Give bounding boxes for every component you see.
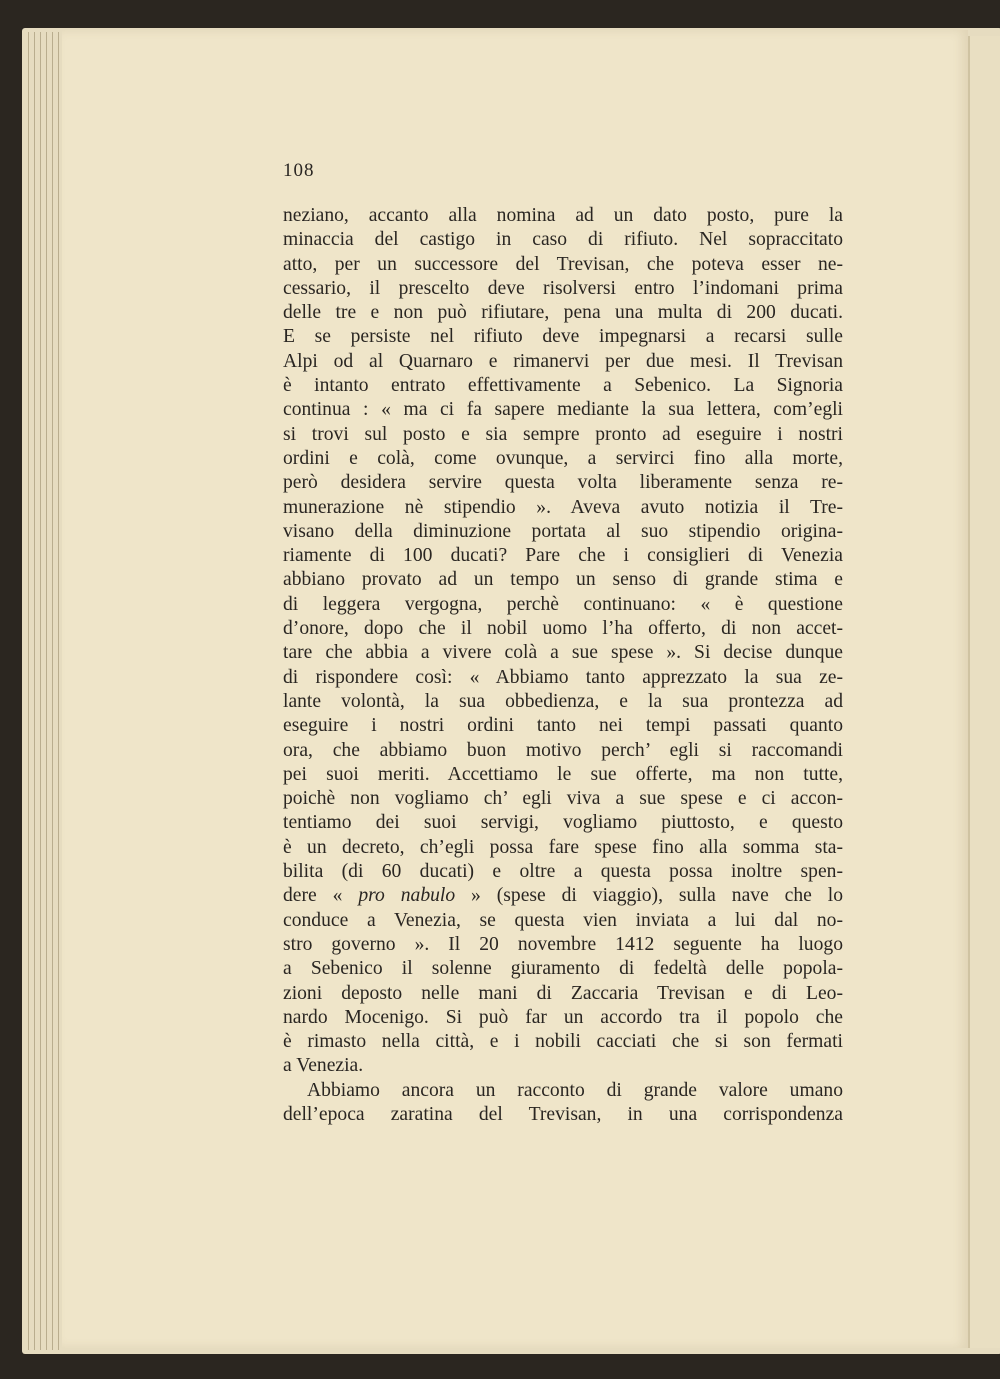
text-line: ora, che abbiamo buon motivo perch’ egli si raccomandi <box>283 739 843 761</box>
text-line: ordini e colà, come ovunque, a servirci fino alla morte, <box>283 447 843 469</box>
text-fragment: » (spese di viaggio), sulla nave che lo <box>455 885 843 907</box>
text-line: minaccia del castigo in caso di rifiuto. Nel sopraccitato <box>283 229 843 251</box>
text-line: di leggera vergogna, perchè continuano: « è questione <box>283 593 843 615</box>
text-line: munerazione nè stipendio ». Aveva avuto notizia il Tre- <box>283 496 843 518</box>
page-edge <box>34 32 35 1350</box>
paragraph-start-line: Abbiamo ancora un racconto di grande valore umano <box>307 1079 843 1101</box>
text-line: pei suoi meriti. Accettiamo le sue offerte, ma non tutte, <box>283 763 843 785</box>
text-line: è rimasto nella città, e i nobili cacciati che si son fermati <box>283 1031 843 1053</box>
page-number: 108 <box>283 160 315 181</box>
text-line: delle tre e non può rifiutare, pena una multa di 200 ducati. <box>283 302 843 324</box>
text-line: tentiamo dei suoi servigi, vogliamo piuttosto, e questo <box>283 812 843 834</box>
text-line: atto, per un successore del Trevisan, che poteva esser ne- <box>283 253 843 275</box>
text-line: Alpi od al Quarnaro e rimanervi per due mesi. Il Trevisan <box>283 350 843 372</box>
text-line: lante volontà, la sua obbedienza, e la sua prontezza ad <box>283 690 843 712</box>
page-edge <box>28 32 29 1350</box>
italic-term: pro nabulo <box>358 885 456 907</box>
text-line: è intanto entrato effettivamente a Sebenico. La Signoria <box>283 375 843 397</box>
text-line: continua : « ma ci fa sapere mediante la sua lettera, com’egli <box>283 399 843 421</box>
text-line: a Venezia. <box>283 1055 364 1077</box>
next-page-edge <box>968 36 1000 1348</box>
text-line-with-italic <box>283 884 843 908</box>
text-line: bilita (di 60 ducati) e oltre a questa possa inoltre spen- <box>283 861 843 883</box>
body-text <box>283 204 843 1127</box>
text-line: si trovi sul posto e sia sempre pronto ad eseguire i nostri <box>283 423 843 445</box>
page-edge <box>52 32 53 1350</box>
page-edge <box>46 32 47 1350</box>
text-line: stro governo ». Il 20 novembre 1412 seguente ha luogo <box>283 933 843 955</box>
text-line: dell’epoca zaratina del Trevisan, in una corrispondenza <box>283 1103 843 1125</box>
page-edge <box>58 32 59 1350</box>
text-line: E se persiste nel rifiuto deve impegnarsi a recarsi sulle <box>283 326 843 348</box>
text-line: d’onore, dopo che il nobil uomo l’ha offerto, di non accet- <box>283 618 843 640</box>
text-line: visano della diminuzione portata al suo stipendio origina- <box>283 520 843 542</box>
text-line: è un decreto, ch’egli possa fare spese fino alla somma sta- <box>283 836 843 858</box>
text-line: a Sebenico il solenne giuramento di fedeltà delle popola- <box>283 958 843 980</box>
text-line: però desidera servire questa volta liberamente senza re- <box>283 472 843 494</box>
text-line: tare che abbia a vivere colà a sue spese ». Si decise dunque <box>283 642 843 664</box>
text-line: conduce a Venezia, se questa vien inviata a lui dal no- <box>283 909 843 931</box>
text-line: poichè non vogliamo ch’ egli viva a sue spese e ci accon- <box>283 788 843 810</box>
text-line: di rispondere così: « Abbiamo tanto apprezzato la sua ze- <box>283 666 843 688</box>
page-edge <box>40 32 41 1350</box>
text-line: riamente di 100 ducati? Pare che i consiglieri di Venezia <box>283 545 843 567</box>
text-line: abbiano provato ad un tempo un senso di grande stima e <box>283 569 843 591</box>
text-line: neziano, accanto alla nomina ad un dato posto, pure la <box>283 205 843 226</box>
text-line: eseguire i nostri ordini tanto nei tempi passati quanto <box>283 715 843 737</box>
text-line: cessario, il prescelto deve risolversi entro l’indomani prima <box>283 277 843 299</box>
text-line: nardo Mocenigo. Si può far un accordo tra il popolo che <box>283 1006 843 1028</box>
text-line: zioni deposto nelle mani di Zaccaria Trevisan e di Leo- <box>283 982 843 1004</box>
text-fragment: dere « <box>283 885 359 907</box>
